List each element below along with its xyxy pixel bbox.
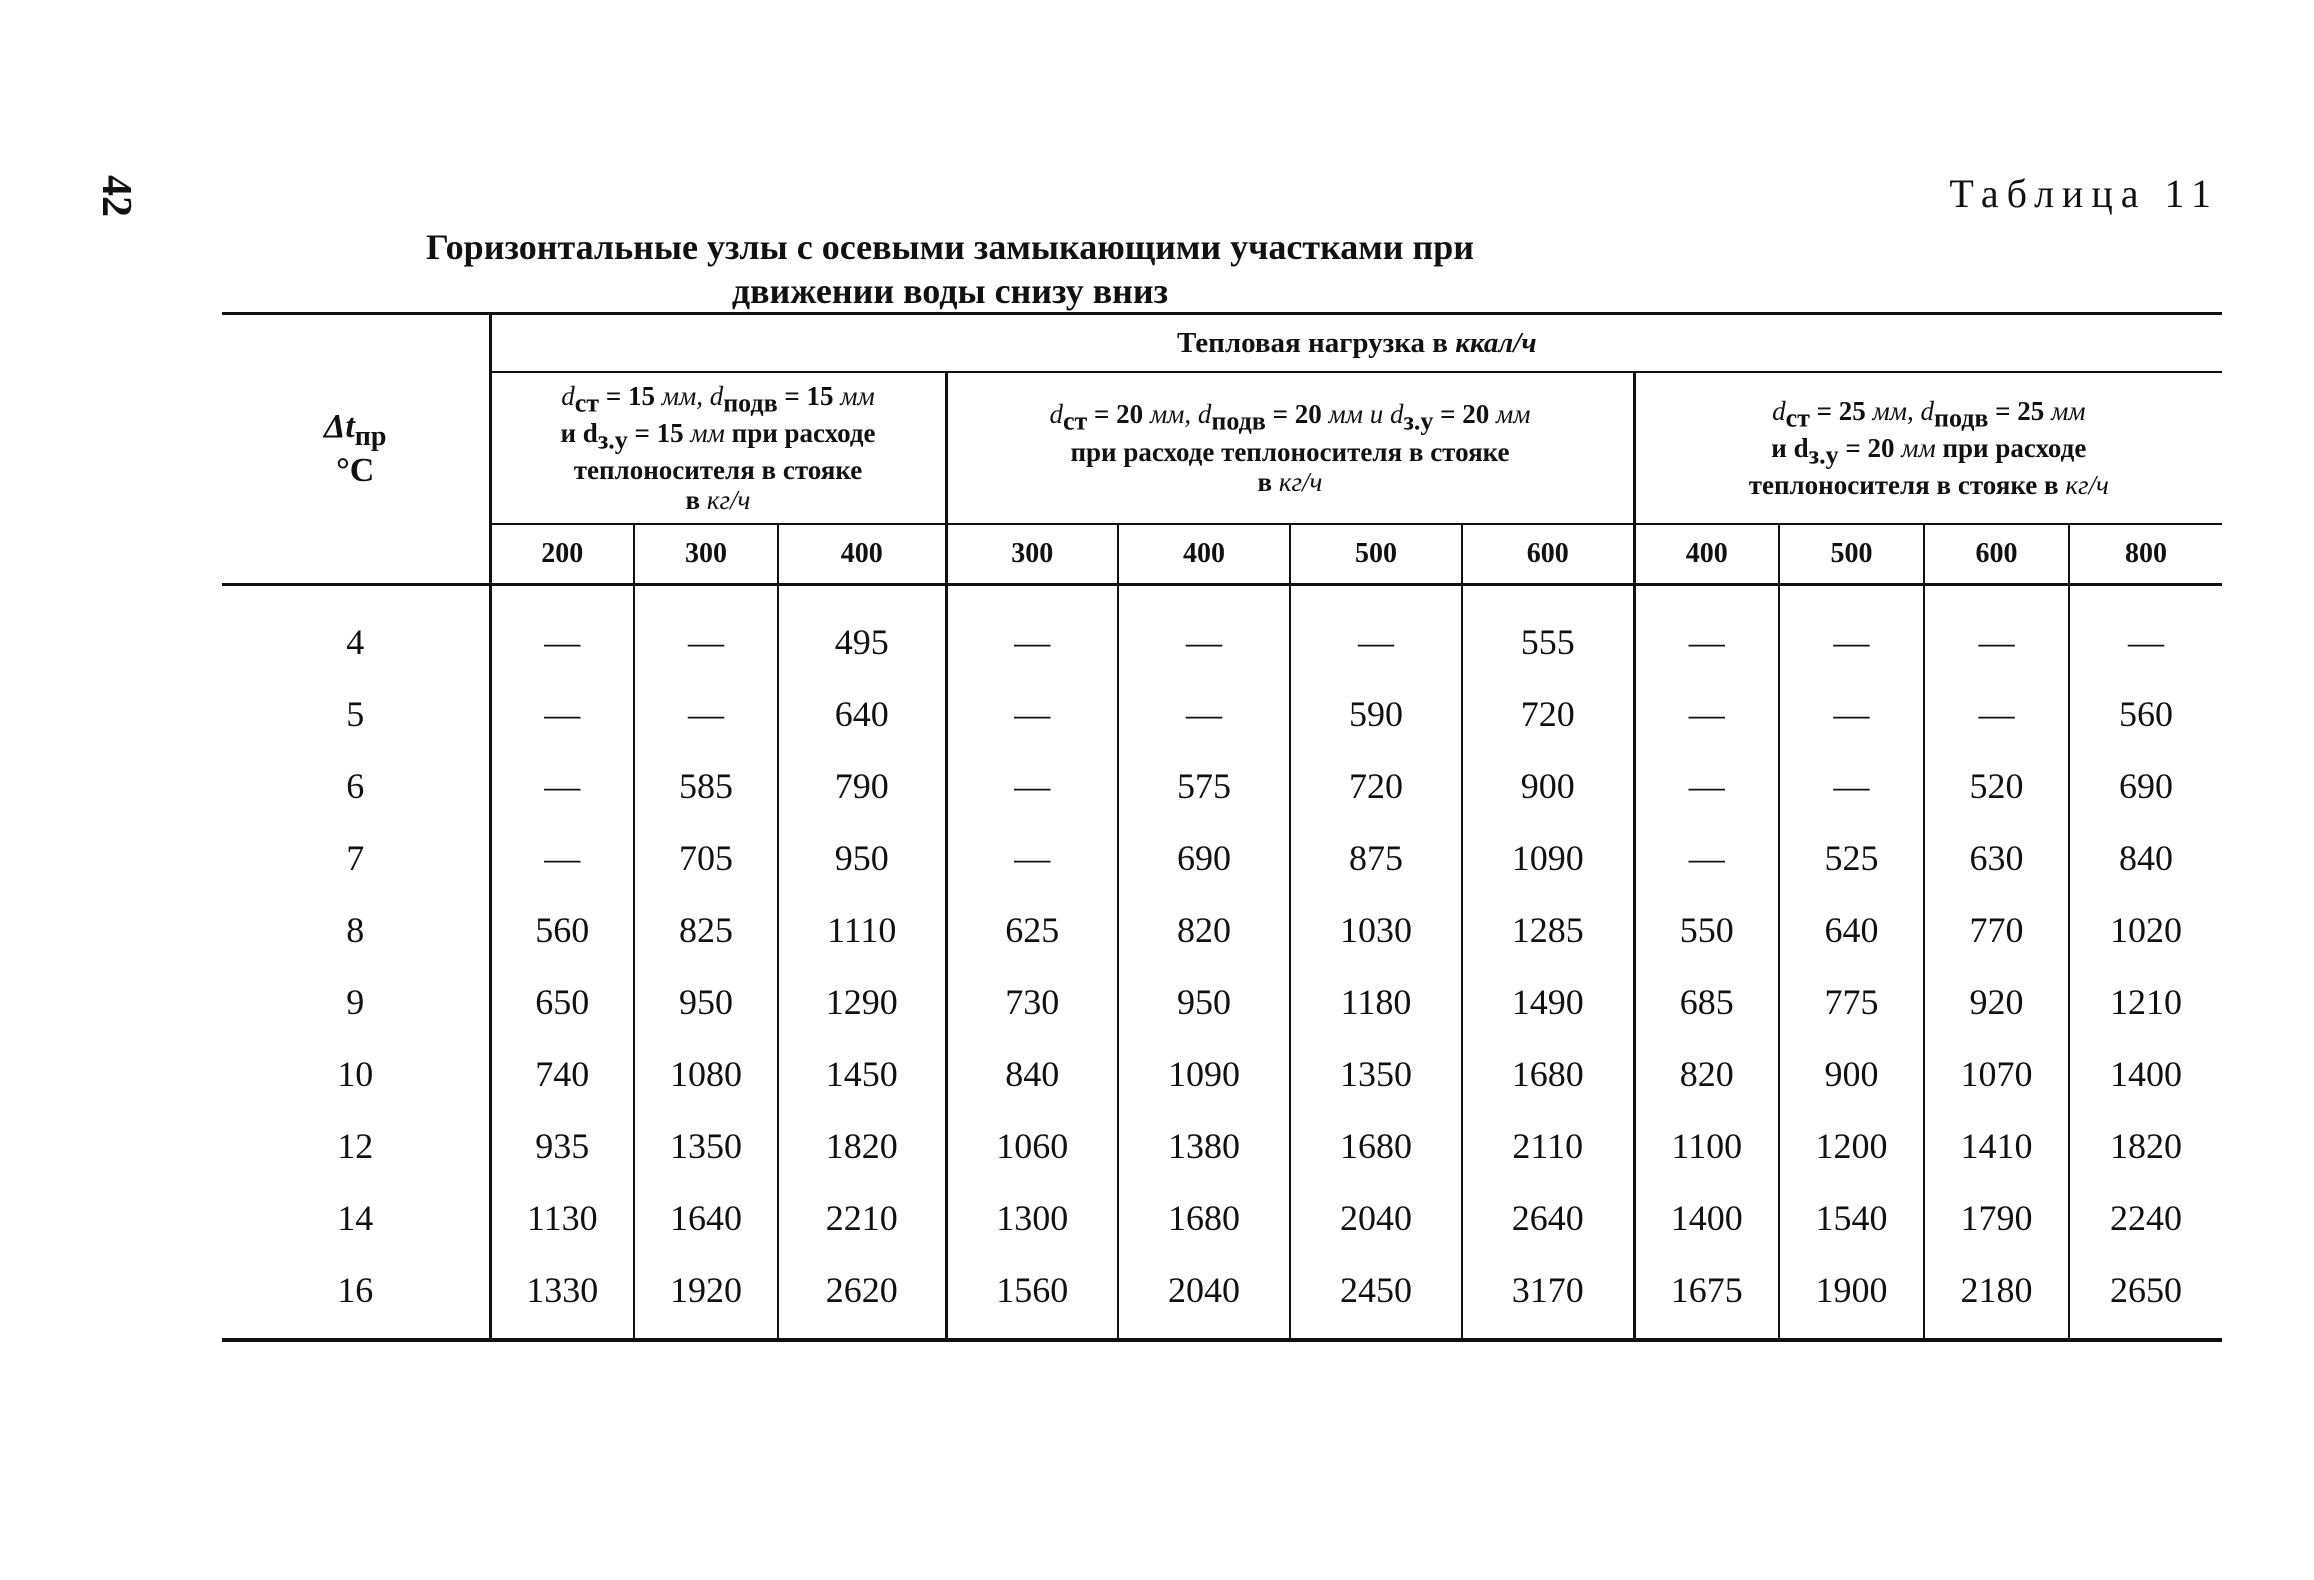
table-row (222, 678, 2222, 750)
group1-sub-zu: з.у (597, 425, 628, 455)
table-title-line-2: движении воды снизу вниз (731, 271, 1169, 311)
group1-line4-a: в (685, 485, 707, 516)
value-cell: — (946, 750, 1118, 822)
subcol-header: 500 (1290, 524, 1462, 585)
value-cell: — (946, 585, 1118, 679)
subcol-header: 600 (1462, 524, 1634, 585)
value-cell: 640 (778, 678, 946, 750)
value-cell: 1400 (1634, 1182, 1779, 1254)
group1-line3: теплоносителя в стояке (573, 455, 863, 486)
group2-val-2: = 20 (1265, 399, 1329, 430)
group2-d-symbol: d (1049, 399, 1063, 430)
value-cell: — (1118, 585, 1290, 679)
value-cell: 1900 (1779, 1254, 1924, 1340)
value-cell: 495 (778, 585, 946, 679)
group2-sub-st: ст (1062, 406, 1088, 436)
subcol-header: 200 (490, 524, 634, 585)
value-cell: 2180 (1924, 1254, 2069, 1340)
dt-symbol: Δt (324, 408, 355, 446)
dt-cell: 8 (346, 910, 365, 950)
value-cell: 720 (1462, 678, 1634, 750)
value-cell: 2650 (2069, 1254, 2222, 1340)
dt-unit: °С (336, 451, 375, 489)
value-cell: 1350 (1290, 1038, 1462, 1110)
value-cell: 820 (1118, 894, 1290, 966)
group2-unit-3: мм (1496, 399, 1531, 430)
group-header-20mm (946, 372, 1634, 524)
value-cell: 1080 (634, 1038, 778, 1110)
group1-d-symbol: d (561, 380, 575, 411)
group3-unit-3: мм (1901, 433, 1936, 463)
value-cell: 1290 (778, 966, 946, 1038)
dt-cell: 7 (346, 838, 365, 878)
value-cell: 1680 (1118, 1182, 1290, 1254)
value-cell: 950 (778, 822, 946, 894)
value-cell: 630 (1924, 822, 2069, 894)
value-cell: 1680 (1462, 1038, 1634, 1110)
dt-cell: 12 (337, 1126, 374, 1166)
value-cell: 1675 (1634, 1254, 1779, 1340)
group2-line3-unit: кг/ч (1278, 466, 1323, 497)
value-cell: — (1118, 678, 1290, 750)
value-cell: 2450 (1290, 1254, 1462, 1340)
value-cell: 1300 (946, 1182, 1118, 1254)
group3-d-symbol-2: , d (1906, 395, 1934, 426)
group1-unit-2: мм (840, 380, 875, 411)
value-cell: — (1634, 585, 1779, 679)
value-cell: 625 (946, 894, 1118, 966)
value-cell: 1490 (1462, 966, 1634, 1038)
group1-unit-1: мм (661, 380, 697, 411)
group1-line4-unit: кг/ч (706, 485, 751, 516)
value-cell: 3170 (1462, 1254, 1634, 1340)
value-cell: 1400 (2069, 1038, 2222, 1110)
value-cell: 820 (1634, 1038, 1779, 1110)
value-cell: 690 (1118, 822, 1290, 894)
value-cell: — (490, 822, 634, 894)
value-cell: — (1634, 750, 1779, 822)
subcol-header: 800 (2069, 524, 2222, 585)
group2-sub-zu: з.у (1403, 406, 1434, 436)
value-cell: 770 (1924, 894, 2069, 966)
data-table (222, 312, 2222, 1342)
subcol-header: 300 (634, 524, 778, 585)
value-cell: — (490, 678, 634, 750)
value-cell: 1200 (1779, 1110, 1924, 1182)
group1-line2-c: при расходе (724, 418, 876, 448)
value-cell: 1920 (634, 1254, 778, 1340)
table-row (222, 1038, 2222, 1110)
group1-sub-podv: подв (723, 388, 778, 417)
value-cell: 525 (1779, 822, 1924, 894)
value-cell: 1180 (1290, 966, 1462, 1038)
value-cell: 840 (2069, 822, 2222, 894)
value-cell: 705 (634, 822, 778, 894)
group2-val-3: = 20 (1433, 399, 1497, 430)
heat-load-header (490, 314, 2222, 373)
value-cell: 950 (634, 966, 778, 1038)
value-cell: 1090 (1118, 1038, 1290, 1110)
value-cell: — (490, 750, 634, 822)
value-cell: 685 (1634, 966, 1779, 1038)
group1-unit-3: мм (690, 418, 725, 448)
heat-load-unit: ккал/ч (1455, 326, 1537, 359)
value-cell: 1540 (1779, 1182, 1924, 1254)
value-cell: 2210 (778, 1182, 946, 1254)
dt-cell: 10 (337, 1054, 374, 1094)
value-cell: 1640 (634, 1182, 778, 1254)
value-cell: 2040 (1118, 1254, 1290, 1340)
value-cell: 825 (634, 894, 778, 966)
table-label: Таблица 11 (1949, 171, 2219, 216)
value-cell: 1790 (1924, 1182, 2069, 1254)
value-cell: — (1290, 585, 1462, 679)
value-cell: 1820 (2069, 1110, 2222, 1182)
value-cell: 1210 (2069, 966, 2222, 1038)
dt-header (222, 314, 490, 585)
group3-unit-2: мм (2051, 395, 2086, 426)
group3-sub-podv: подв (1933, 403, 1989, 432)
group3-unit-1: мм (1872, 395, 1907, 426)
value-cell: 920 (1924, 966, 2069, 1038)
group2-d-symbol-3: и d (1362, 399, 1404, 430)
group1-val-2: = 15 (777, 380, 841, 411)
table-row (222, 894, 2222, 966)
value-cell: 550 (1634, 894, 1779, 966)
group3-d-symbol: d (1772, 395, 1786, 426)
value-cell: 950 (1118, 966, 1290, 1038)
table-body (222, 585, 2222, 1341)
value-cell: — (946, 678, 1118, 750)
value-cell: 560 (490, 894, 634, 966)
value-cell: 520 (1924, 750, 2069, 822)
value-cell: 2110 (1462, 1110, 1634, 1182)
value-cell: 730 (946, 966, 1118, 1038)
value-cell: — (1634, 678, 1779, 750)
subcol-header: 400 (1634, 524, 1779, 585)
value-cell: 555 (1462, 585, 1634, 679)
value-cell: 1820 (778, 1110, 946, 1182)
value-cell: 1070 (1924, 1038, 2069, 1110)
value-cell: 2240 (2069, 1182, 2222, 1254)
group3-sub-zu: з.у (1808, 440, 1839, 470)
group1-sub-st: ст (574, 388, 600, 417)
value-cell: — (634, 678, 778, 750)
value-cell: 900 (1462, 750, 1634, 822)
value-cell: 1350 (634, 1110, 778, 1182)
value-cell: — (1779, 585, 1924, 679)
subcol-header: 400 (1118, 524, 1290, 585)
value-cell: — (1779, 678, 1924, 750)
value-cell: — (946, 822, 1118, 894)
group2-unit-1: мм (1149, 399, 1185, 430)
value-cell: 590 (1290, 678, 1462, 750)
table-row (222, 966, 2222, 1038)
value-cell: — (1634, 822, 1779, 894)
value-cell: 1680 (1290, 1110, 1462, 1182)
group-header-25mm (1634, 372, 2222, 524)
value-cell: — (1924, 678, 2069, 750)
table-row (222, 1110, 2222, 1182)
group2-unit-2: мм (1328, 399, 1363, 430)
value-cell: 1330 (490, 1254, 634, 1340)
value-cell: 2620 (778, 1254, 946, 1340)
subcol-header: 500 (1779, 524, 1924, 585)
value-cell: 840 (946, 1038, 1118, 1110)
table-row (222, 822, 2222, 894)
group2-val-1: = 20 (1087, 399, 1150, 430)
group3-val-2: = 25 (1988, 395, 2052, 426)
table-title (0, 225, 1900, 313)
value-cell: 1030 (1290, 894, 1462, 966)
subcol-header: 300 (946, 524, 1118, 585)
value-cell: 775 (1779, 966, 1924, 1038)
dt-cell: 5 (346, 694, 365, 734)
value-cell: 1380 (1118, 1110, 1290, 1182)
dt-cell: 16 (222, 1254, 490, 1340)
value-cell: 935 (490, 1110, 634, 1182)
table-row (222, 1254, 2222, 1340)
value-cell: — (1779, 750, 1924, 822)
dt-cell: 9 (346, 982, 365, 1022)
group-header-15mm (490, 372, 946, 524)
table-row (222, 1182, 2222, 1254)
value-cell: 575 (1118, 750, 1290, 822)
group1-line2-a: и d (560, 418, 598, 448)
group2-line3-a: в (1257, 466, 1279, 497)
dt-cell: 6 (346, 766, 365, 806)
value-cell: 1110 (778, 894, 946, 966)
group1-d-symbol-2: , d (696, 380, 724, 411)
value-cell: 690 (2069, 750, 2222, 822)
value-cell: — (2069, 585, 2222, 679)
group3-line2-c: при расходе (1935, 433, 2087, 463)
group1-val-3: = 15 (627, 418, 691, 448)
data-table-container (222, 312, 2222, 1342)
group3-val-1: = 25 (1809, 395, 1873, 426)
table-row (222, 585, 2222, 679)
value-cell: 790 (778, 750, 946, 822)
group3-sub-st: ст (1785, 403, 1810, 432)
value-cell: 585 (634, 750, 778, 822)
page-number: 42 (93, 175, 139, 217)
group2-d-symbol-2: , d (1184, 399, 1212, 430)
value-cell: 1090 (1462, 822, 1634, 894)
value-cell: 650 (490, 966, 634, 1038)
group3-line3-unit: кг/ч (2065, 470, 2109, 501)
group3-val-3: = 20 (1838, 433, 1902, 463)
value-cell: — (1924, 585, 2069, 679)
value-cell: 640 (1779, 894, 1924, 966)
value-cell: 875 (1290, 822, 1462, 894)
dt-cell: 4 (346, 622, 365, 662)
value-cell: 740 (490, 1038, 634, 1110)
value-cell: 1285 (1462, 894, 1634, 966)
group3-line2-a: и d (1771, 433, 1809, 463)
dt-subscript: пр (354, 420, 387, 452)
value-cell: 1020 (2069, 894, 2222, 966)
value-cell: 720 (1290, 750, 1462, 822)
table-title-line-1: Горизонтальные узлы с осевыми замыкающими участками при (425, 227, 1475, 267)
heat-load-label: Тепловая нагрузка в (1177, 326, 1456, 359)
value-cell: 1410 (1924, 1110, 2069, 1182)
subcol-header: 400 (778, 524, 946, 585)
group3-line3-a: теплоносителя в стояке в (1748, 470, 2066, 501)
value-cell: 1130 (490, 1182, 634, 1254)
subcol-header: 600 (1924, 524, 2069, 585)
dt-cell: 14 (337, 1198, 374, 1238)
group2-line2: при расходе теплоносителя в стояке (1070, 436, 1510, 467)
group2-sub-podv: подв (1211, 406, 1266, 436)
group1-val-1: = 15 (599, 380, 662, 411)
value-cell: 1100 (1634, 1110, 1779, 1182)
value-cell: 900 (1779, 1038, 1924, 1110)
value-cell: — (634, 585, 778, 679)
value-cell: 2040 (1290, 1182, 1462, 1254)
value-cell: 560 (2069, 678, 2222, 750)
value-cell: 1560 (946, 1254, 1118, 1340)
value-cell: 1060 (946, 1110, 1118, 1182)
value-cell: 1450 (778, 1038, 946, 1110)
table-row (222, 750, 2222, 822)
value-cell: 2640 (1462, 1182, 1634, 1254)
value-cell: — (490, 585, 634, 679)
